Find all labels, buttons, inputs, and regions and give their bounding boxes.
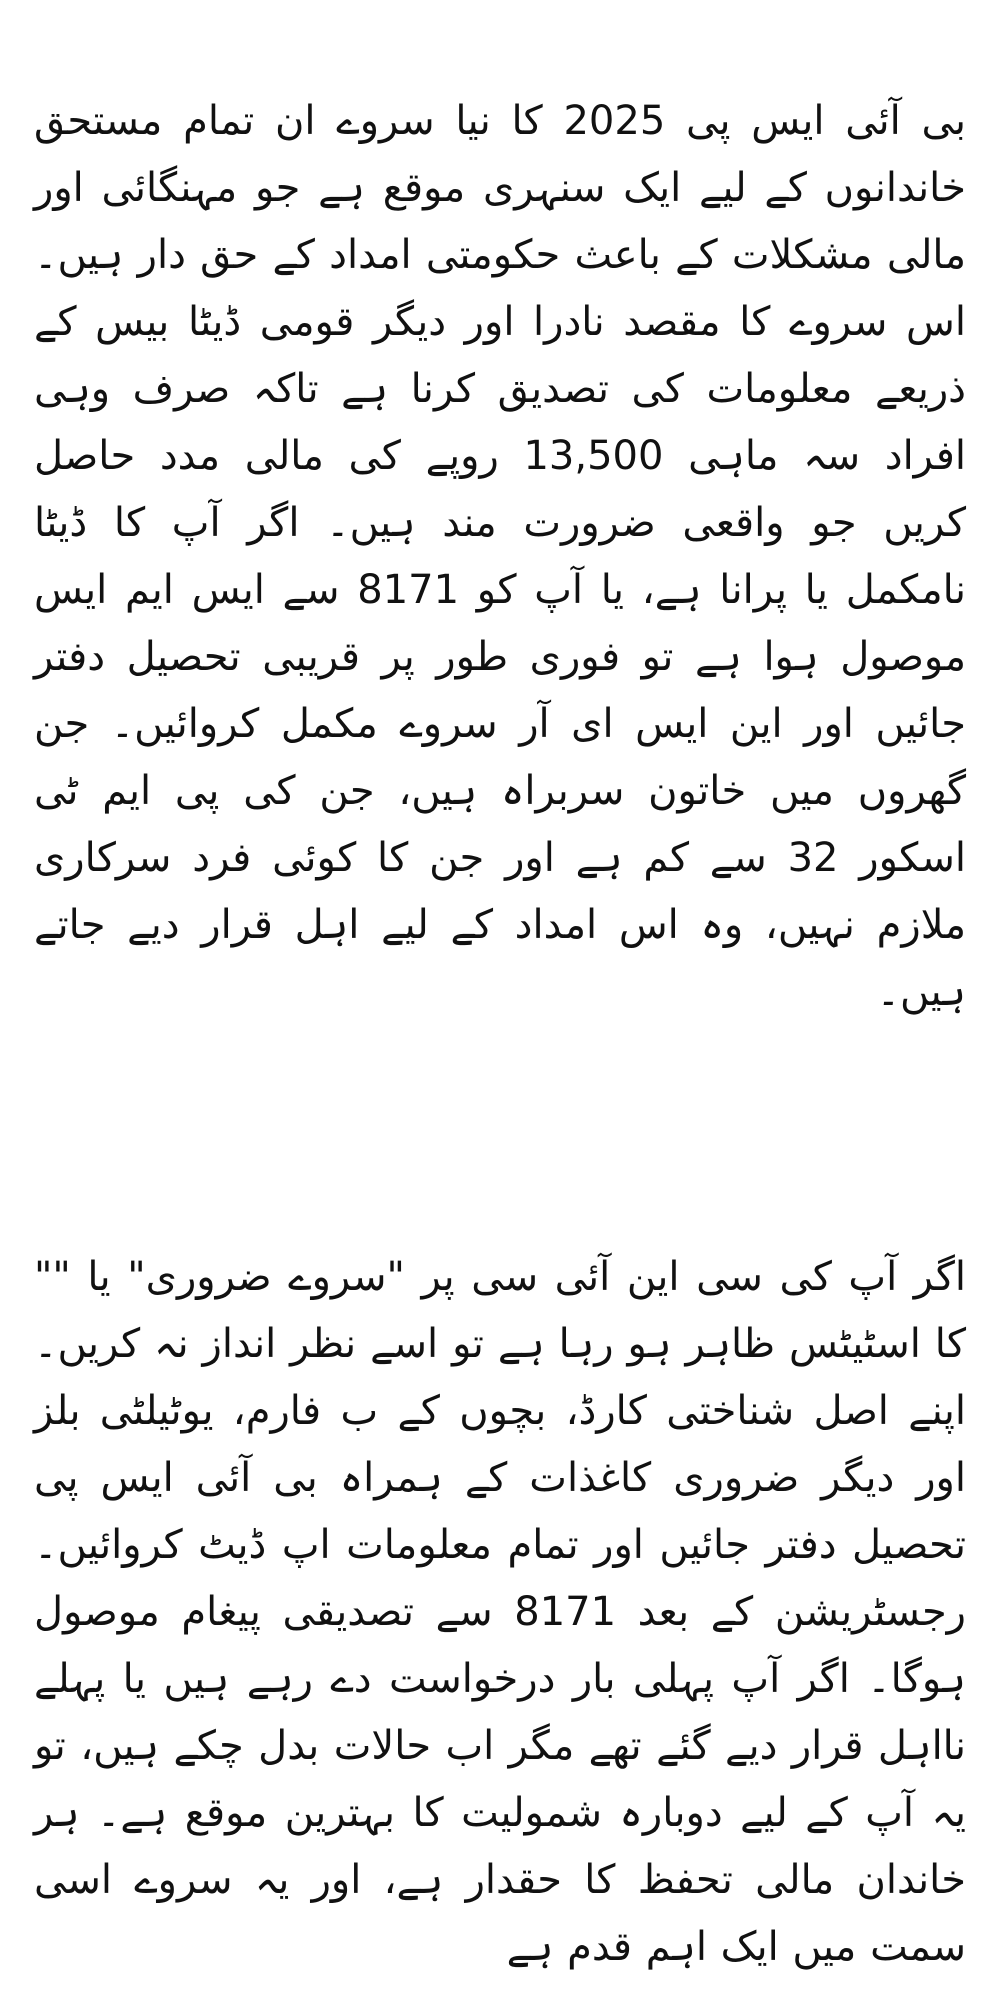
article-paragraph-survey-eligibility: بی آئی ایس پی 2025 کا نیا سروے ان تمام مستحق خاندانوں کے لیے ایک سنہری موقع ہے جو مہنگائی اور مالی مشکلات کے باعث حکومتی امداد کے حق دار ہیں۔ اس سروے کا مقصد نادرا اور دیگر قومی ڈیٹا بیس کے ذریعے معلومات کی تصدیق کرنا ہے تاکہ صرف وہی افراد سہ ماہی 13,500 روپے کی مالی مدد حاصل کریں جو واقعی ضرورت مند ہیں۔ اگر آپ کا ڈیٹا نامکمل یا پرانا ہے، یا آپ کو 8171 سے ایس ایم ایس موصول ہوا ہے تو فوری طور پر قریبی تحصیل دفتر جائیں اور این ایس ای آر سروے مکمل کروائیں۔ جن گھروں میں خاتون سربراہ ہیں، جن کی پی ایم ٹی اسکور 32 سے کم ہے اور جن کا کوئی فرد سرکاری ملازم نہیں، وہ اس امداد کے لیے اہل قرار دیے جاتے ہیں۔ [34, 98, 966, 1015]
article-paragraph-registration-steps: اگر آپ کی سی این آئی سی پر "سروے ضروری" یا "" کا اسٹیٹس ظاہر ہو رہا ہے تو اسے نظر انداز نہ کریں۔ اپنے اصل شناختی کارڈ، بچوں کے ب فارم، یوٹیلٹی بلز اور دیگر ضروری کاغذات کے ہمراہ بی آئی ایس پی تحصیل دفتر جائیں اور تمام معلومات اپ ڈیٹ کروائیں۔ رجسٹریشن کے بعد 8171 سے تصدیقی پیغام موصول ہوگا۔ اگر آپ پہلی بار درخواست دے رہے ہیں یا پہلے نااہل قرار دیے گئے تھے مگر اب حالات بدل چکے ہیں، تو یہ آپ کے لیے دوبارہ شمولیت کا بہترین موقع ہے۔ ہر خاندان مالی تحفظ کا حقدار ہے، اور یہ سروے اسی سمت میں ایک اہم قدم ہے [34, 1254, 966, 1970]
